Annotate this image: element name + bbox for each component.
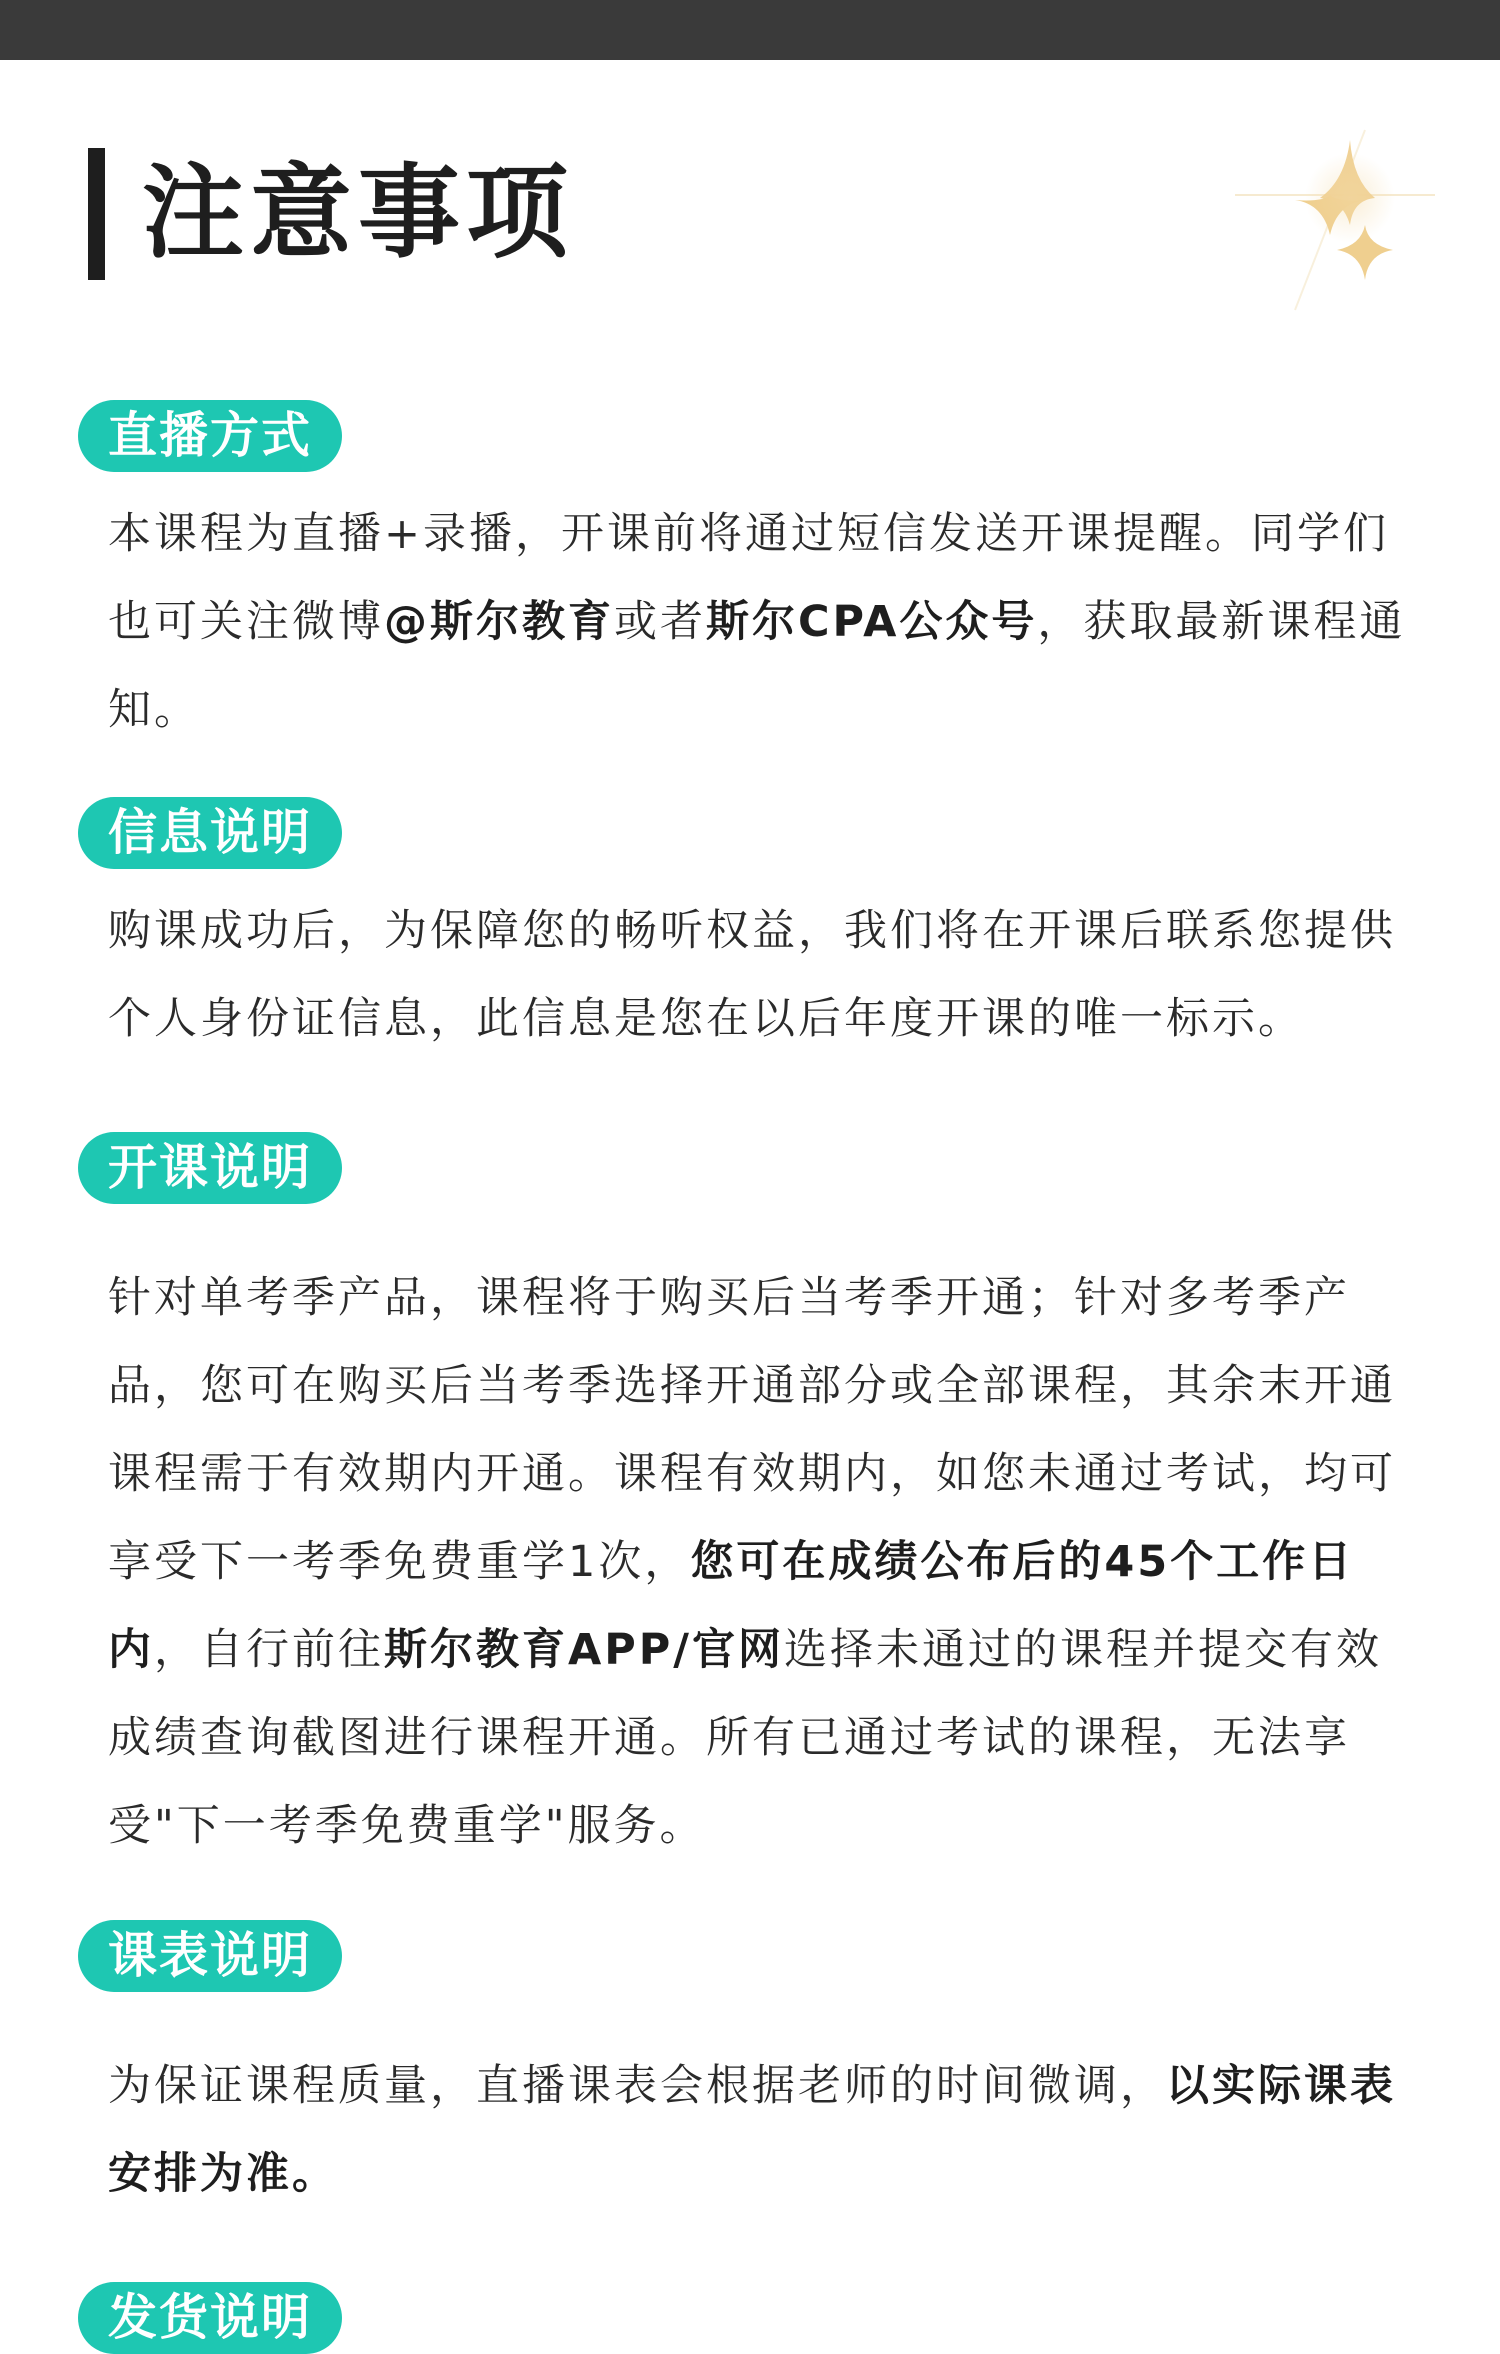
text-run: 购课成功后，为保障您的畅听权益，我们将在开课后联系您提供个人身份证信息，此信息是您在以后年度开课的唯一标示。 bbox=[108, 906, 1396, 1044]
section-3 bbox=[78, 1132, 1422, 1870]
sparkle-icon bbox=[1225, 120, 1455, 320]
section-body-text bbox=[108, 2042, 1422, 2218]
bold-text-run: 斯尔教育APP/官网 bbox=[384, 1625, 785, 1675]
bold-text-run: 斯尔CPA公众号 bbox=[706, 597, 1038, 647]
section-heading-pill: 开课说明 bbox=[78, 1132, 342, 1204]
text-run: 为保证课程质量，直播课表会根据老师的时间微调， bbox=[108, 2061, 1166, 2111]
bold-text-run: 您可在成绩公布后的45个工作日内 bbox=[108, 1537, 1355, 1675]
section-body-text bbox=[108, 887, 1422, 1063]
text-run: ，自行前往 bbox=[154, 1625, 384, 1675]
section-5 bbox=[78, 2282, 1422, 2354]
section-heading-pill: 发货说明 bbox=[78, 2282, 342, 2354]
section-body-text bbox=[108, 490, 1422, 754]
section-1 bbox=[78, 400, 1422, 754]
text-run: 本课程为直播+录播，开课前将通过短信发送开课提醒。同学们也可关注微博 bbox=[108, 509, 1390, 647]
section-heading-pill: 直播方式 bbox=[78, 400, 342, 472]
page-title bbox=[88, 148, 574, 280]
bold-text-run: @斯尔教育 bbox=[384, 597, 614, 647]
page-title-text: 注意事项 bbox=[142, 154, 574, 273]
section-body-text bbox=[108, 1254, 1422, 1870]
top-bar bbox=[0, 0, 1500, 60]
text-run: 针对单考季产品，课程将于购买后当考季开通；针对多考季产品，您可在购买后当考季选择开通部分或全部课程，其余末开通课程需于有效期内开通。课程有效期内，如您未通过考试，均可享受下一考季免费重学1次， bbox=[108, 1273, 1396, 1587]
section-2 bbox=[78, 797, 1422, 1063]
section-heading-pill: 信息说明 bbox=[78, 797, 342, 869]
section-heading-pill: 课表说明 bbox=[78, 1920, 342, 1992]
bold-text-run: 以实际课表安排为准。 bbox=[108, 2061, 1396, 2199]
text-run: 或者 bbox=[614, 597, 706, 647]
text-run: ，获取最新课程通知。 bbox=[108, 597, 1406, 735]
text-run: 选择未通过的课程并提交有效成绩查询截图进行课程开通。所有已通过考试的课程，无法享受"下一考季免费重学"服务。 bbox=[108, 1625, 1383, 1851]
section-4 bbox=[78, 1920, 1422, 2218]
